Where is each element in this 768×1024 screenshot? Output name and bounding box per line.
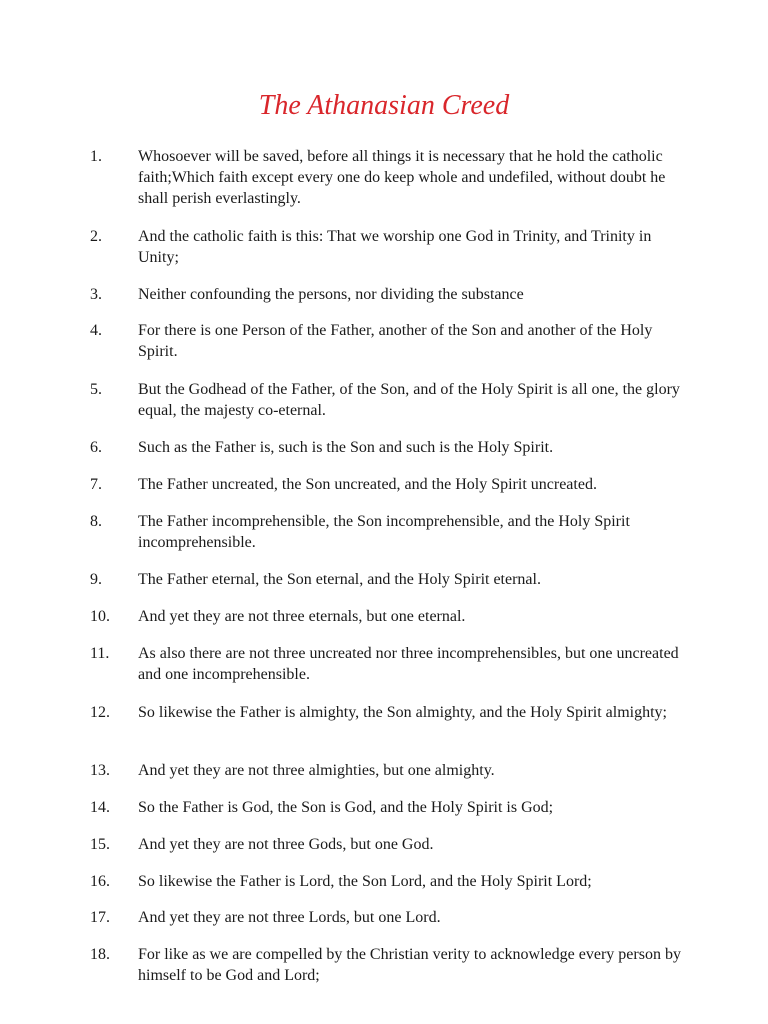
item-number: 10. [90,608,110,625]
item-text: And yet they are not three Gods, but one God. [138,836,434,853]
item-number: 5. [90,381,102,398]
item-text: Neither confounding the persons, nor dividing the substance [138,286,524,303]
item-number: 2. [90,228,102,245]
item-text: Such as the Father is, such is the Son and such is the Holy Spirit. [138,439,554,456]
item-number: 11. [90,645,110,662]
item-number: 6. [90,439,102,456]
item-text: The Father incomprehensible, the Son incomprehensible, and the Holy Spirit incomprehensible. [138,513,630,551]
item-text: The Father uncreated, the Son uncreated, and the Holy Spirit uncreated. [138,476,597,493]
item-number: 13. [90,762,110,779]
item-number: 1. [90,148,102,165]
item-text: So likewise the Father is Lord, the Son Lord, and the Holy Spirit Lord; [138,873,592,890]
item-text: And yet they are not three eternals, but one eternal. [138,608,466,625]
item-number: 14. [90,799,110,816]
item-text: But the Godhead of the Father, of the Son, and of the Holy Spirit is all one, the glory equal, the majesty co-eternal. [138,381,680,419]
item-number: 18. [90,946,110,963]
item-number: 7. [90,476,102,493]
item-number: 8. [90,513,102,530]
item-number: 12. [90,704,110,721]
item-number: 4. [90,322,102,339]
item-number: 9. [90,571,102,588]
page-title: The Athanasian Creed [258,90,510,121]
item-text: And yet they are not three almighties, but one almighty. [138,762,495,779]
item-number: 17. [90,909,110,926]
item-text: So the Father is God, the Son is God, and the Holy Spirit is God; [138,799,554,816]
item-number: 16. [90,873,110,890]
item-text: For there is one Person of the Father, another of the Son and another of the Holy Spirit. [138,322,653,360]
item-text: So likewise the Father is almighty, the Son almighty, and the Holy Spirit almighty; [138,704,667,721]
item-text: Whosoever will be saved, before all things it is necessary that he hold the catholic faith;Which faith except every one do keep whole and undefiled, without doubt he shall perish everlastingly. [138,148,666,207]
item-text: And yet they are not three Lords, but one Lord. [138,909,441,926]
item-text: As also there are not three uncreated nor three incomprehensibles, but one uncreated and one incomprehensible. [138,645,679,683]
item-text: The Father eternal, the Son eternal, and the Holy Spirit eternal. [138,571,541,588]
item-text: And the catholic faith is this: That we worship one God in Trinity, and Trinity in Unity; [138,228,652,266]
item-text: For like as we are compelled by the Christian verity to acknowledge every person by himself to be God and Lord; [138,946,681,984]
item-number: 15. [90,836,110,853]
item-number: 3. [90,286,102,303]
